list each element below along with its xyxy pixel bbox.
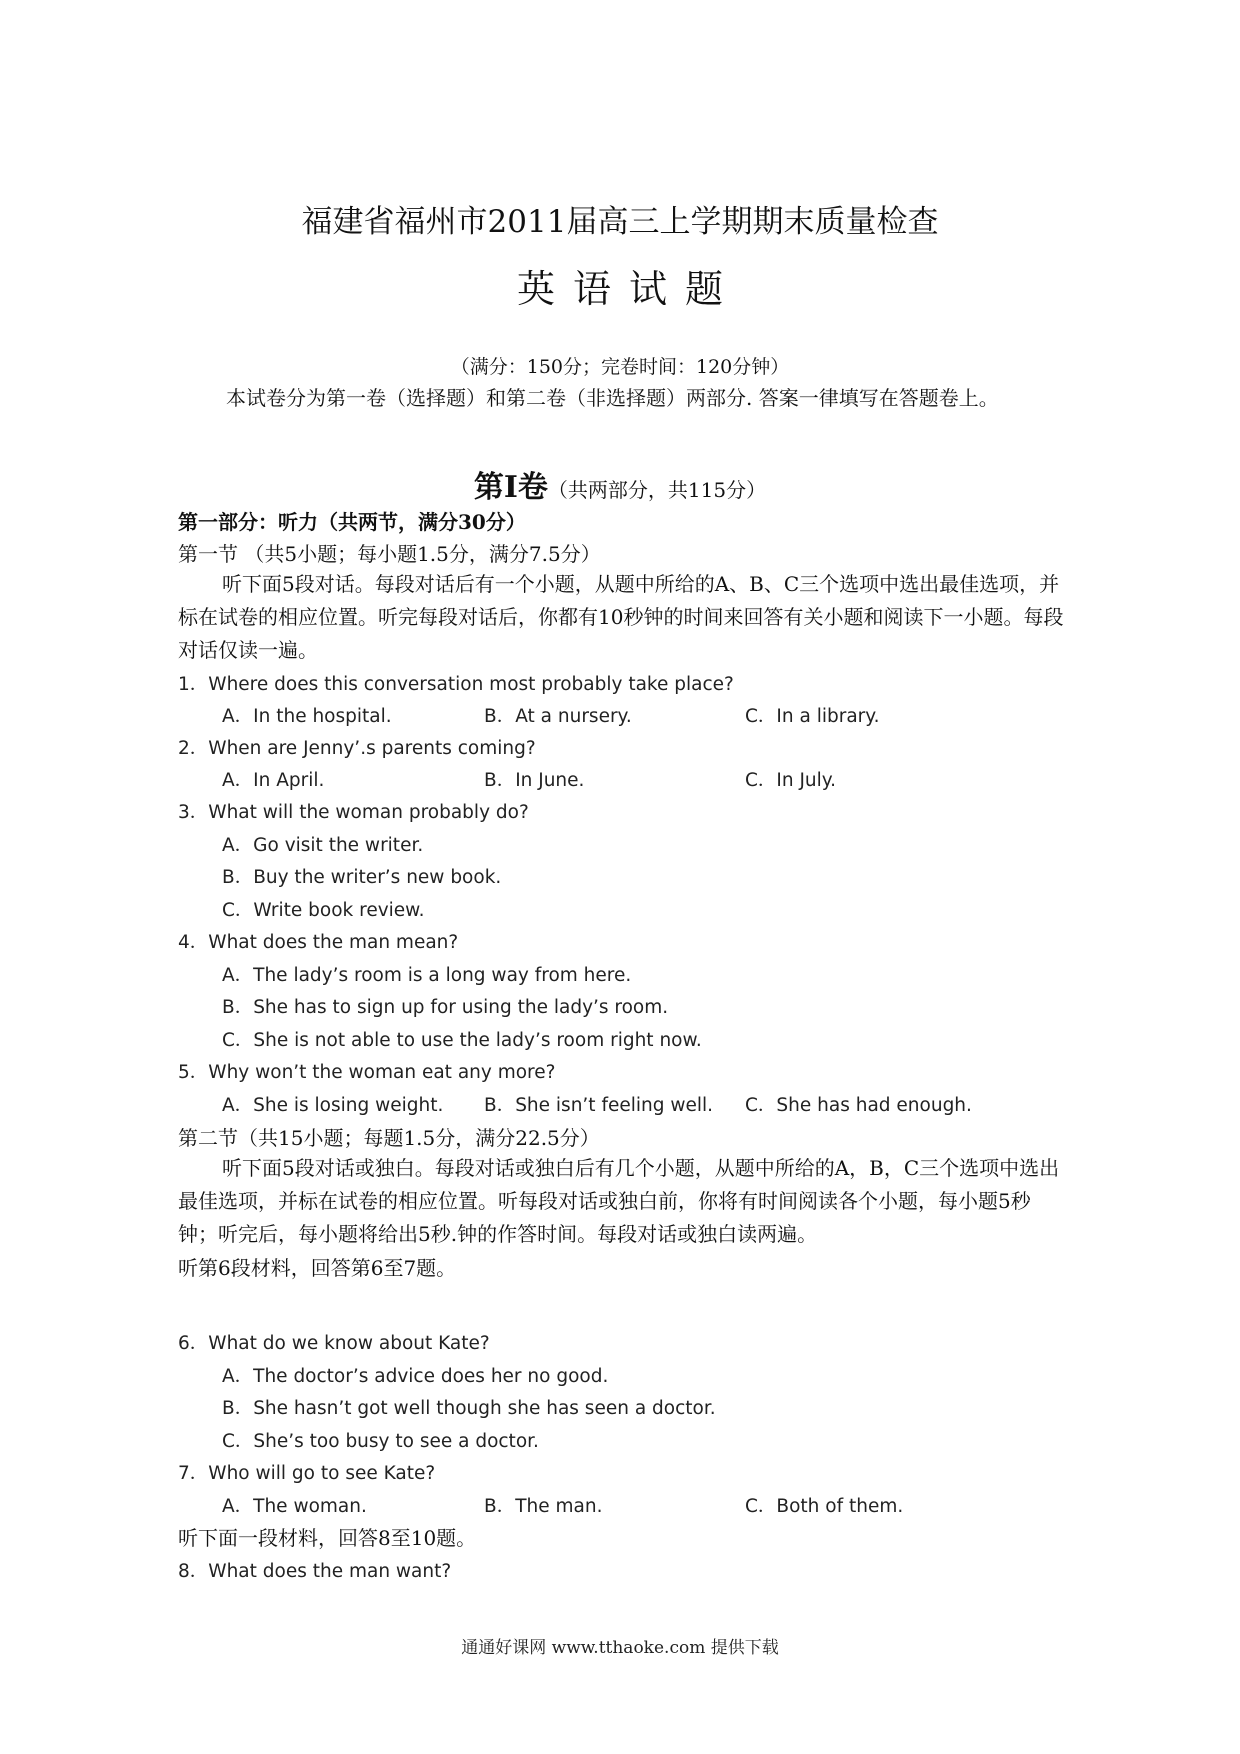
question-1: 1．Where does this conversation most probably take place? — [178, 674, 734, 695]
question-4: 4．What does the man mean? — [178, 932, 459, 953]
q7-option-a: A．The woman. — [222, 1496, 367, 1517]
volume-heading — [0, 462, 1240, 506]
material-next-note: 听下面一段材料，回答8至10题。 — [178, 1526, 477, 1550]
section1-heading: 第一节 （共5小题；每小题1.5分，满分7.5分） — [178, 542, 601, 566]
section2-heading: 第二节（共15小题；每题1.5分，满分22.5分） — [178, 1126, 600, 1150]
question-2: 2．When are Jenny’.s parents coming? — [178, 738, 536, 759]
q4-option-a: A．The lady’s room is a long way from here. — [222, 965, 632, 986]
question-7: 7．Who will go to see Kate? — [178, 1463, 436, 1484]
q1-option-b: B．At a nursery. — [484, 706, 632, 727]
q1-option-c: C．In a library. — [745, 706, 880, 727]
q1-option-a: A．In the hospital. — [222, 706, 392, 727]
page-footer: 通通好课网 www.tthaoke.com 提供下载 — [461, 1638, 779, 1658]
exam-title: 福建省福州市2011届高三上学期期末质量检查 — [301, 204, 939, 240]
q2-option-a: A．In April. — [222, 770, 325, 791]
q6-option-a: A．The doctor’s advice does her no good. — [222, 1366, 609, 1387]
q7-option-c: C．Both of them. — [745, 1496, 904, 1517]
question-8: 8．What does the man want? — [178, 1561, 452, 1582]
q5-option-b: B．She isn’t feeling well. — [484, 1095, 714, 1116]
volume-detail: （共两部分，共115分） — [547, 478, 767, 502]
exam-notice: 本试卷分为第一卷（选择题）和第二卷（非选择题）两部分. 答案一律填写在答题卷上。 — [226, 386, 999, 410]
subject-title: 英语试题 — [516, 267, 741, 311]
volume-label: 第Ⅰ卷 — [473, 470, 548, 505]
q6-option-b: B．She hasn’t got well though she has seen a doctor. — [222, 1398, 716, 1419]
q5-option-c: C．She has had enough. — [745, 1095, 972, 1116]
section2-instructions: 听下面5段对话或独白。每段对话或独白后有几个小题，从题中所给的A，B，C三个选项中选出最佳选项，并标在试卷的相应位置。听每段对话或独白前，你将有时间阅读各个小题，每小题5秒钟；听完后，每小题将给出5秒.钟的作答时间。每段对话或独白读两遍。 — [178, 1156, 1060, 1246]
part1-heading: 第一部分：听力（共两节，满分30分） — [178, 510, 526, 534]
score-time-info: （满分：150分；完卷时间：120分钟） — [450, 356, 790, 378]
q4-option-c: C．She is not able to use the lady’s room right now. — [222, 1030, 702, 1051]
question-6: 6．What do we know about Kate? — [178, 1333, 490, 1354]
q2-option-c: C．In July. — [745, 770, 836, 791]
q4-option-b: B．She has to sign up for using the lady’s room. — [222, 997, 669, 1018]
question-5: 5．Why won’t the woman eat any more? — [178, 1062, 556, 1083]
q3-option-a: A．Go visit the writer. — [222, 835, 424, 856]
q7-option-b: B．The man. — [484, 1496, 603, 1517]
question-3: 3．What will the woman probably do? — [178, 802, 529, 823]
q6-option-c: C．She’s too busy to see a doctor. — [222, 1431, 539, 1452]
q2-option-b: B．In June. — [484, 770, 585, 791]
q3-option-c: C．Write book review. — [222, 900, 425, 921]
q3-option-b: B．Buy the writer’s new book. — [222, 867, 502, 888]
section1-instructions: 听下面5段对话。每段对话后有一个小题，从题中所给的A、B、C三个选项中选出最佳选项，并标在试卷的相应位置。听完每段对话后，你都有10秒钟的时间来回答有关小题和阅读下一小题。每段对话仅读一遍。 — [178, 572, 1064, 662]
q5-option-a: A．She is losing weight. — [222, 1095, 444, 1116]
material-6-note: 听第6段材料，回答第6至7题。 — [178, 1256, 457, 1280]
